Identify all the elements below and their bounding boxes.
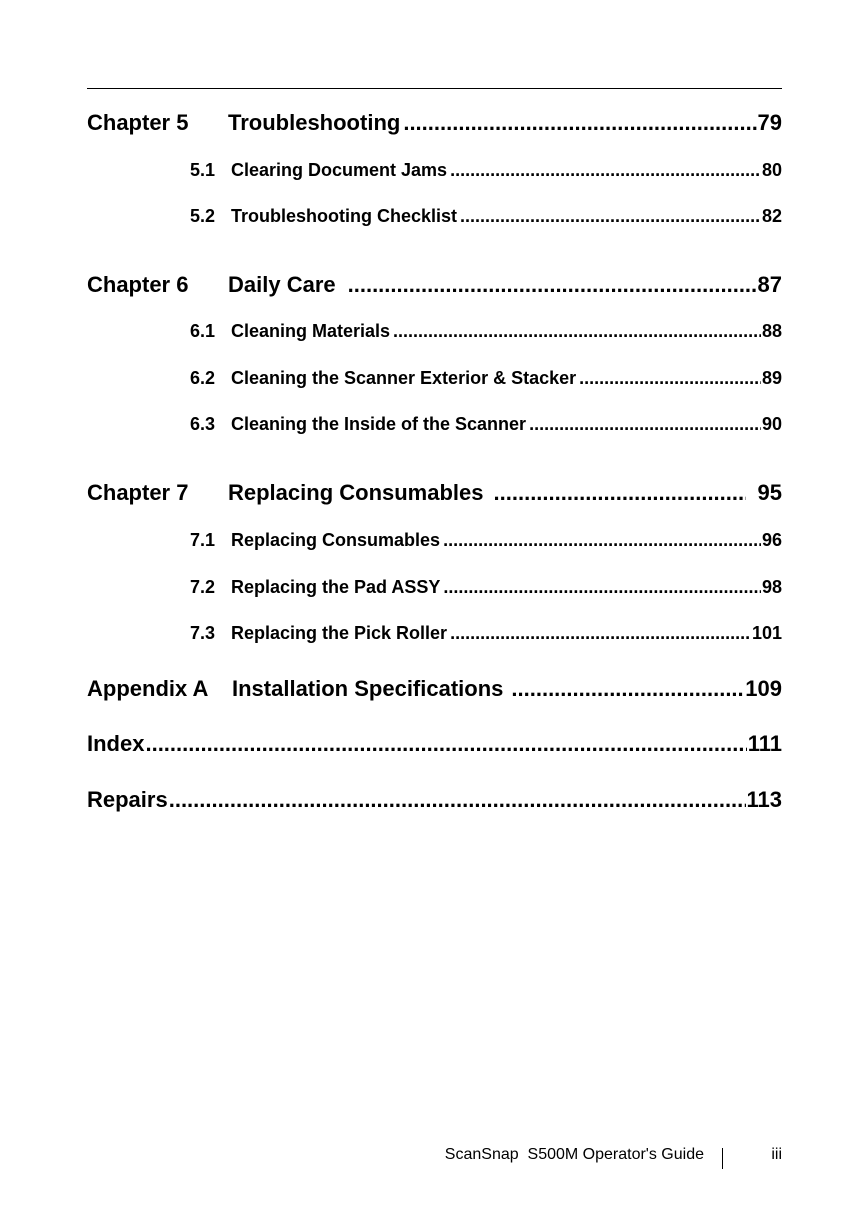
- section-title: Cleaning the Scanner Exterior & Stacker: [231, 368, 577, 388]
- section-page-number: 89: [761, 368, 782, 388]
- toc-section-5-2[interactable]: [0, 206, 782, 227]
- section-title: Replacing the Pick Roller: [231, 623, 448, 643]
- dot-leader: [145, 731, 746, 757]
- dot-leader: [169, 787, 746, 813]
- index-title: Index: [87, 731, 145, 756]
- toc-index[interactable]: [0, 731, 782, 757]
- toc-section-6-1[interactable]: [0, 321, 782, 342]
- dot-leader: [450, 160, 761, 181]
- dot-leader: [450, 623, 751, 644]
- toc-chapter-7[interactable]: [0, 480, 782, 506]
- toc-repairs[interactable]: [0, 787, 782, 813]
- section-page-number: 96: [761, 530, 782, 550]
- chapter-title: Troubleshooting: [228, 110, 401, 135]
- index-page-number: 111: [747, 731, 782, 756]
- toc-appendix-a[interactable]: [0, 676, 782, 702]
- appendix-page-number: 109: [745, 676, 782, 701]
- footer-separator: [722, 1148, 723, 1169]
- section-number: 7.3: [190, 623, 216, 643]
- section-page-number: 90: [761, 414, 782, 434]
- chapter-title: Daily Care: [228, 272, 336, 297]
- section-number: 7.1: [190, 530, 216, 550]
- section-title: Cleaning the Inside of the Scanner: [231, 414, 527, 434]
- toc-section-7-2[interactable]: [0, 577, 782, 598]
- section-page-number: 88: [761, 321, 782, 341]
- section-number: 6.3: [190, 414, 216, 434]
- chapter-page-number: 87: [757, 272, 782, 297]
- chapter-label: Chapter 7: [87, 480, 189, 505]
- toc-chapter-6[interactable]: [0, 272, 782, 298]
- section-title: Troubleshooting Checklist: [231, 206, 458, 226]
- dot-leader: [393, 321, 761, 342]
- chapter-label: Chapter 5: [87, 110, 189, 135]
- page-footer: [0, 1146, 782, 1170]
- section-number: 7.2: [190, 577, 216, 597]
- section-number: 5.2: [190, 206, 216, 226]
- dot-leader: [403, 110, 756, 136]
- dot-leader: [460, 206, 761, 227]
- footer-page-number: iii: [771, 1146, 782, 1163]
- repairs-title: Repairs: [87, 787, 168, 812]
- section-title: Clearing Document Jams: [231, 160, 448, 180]
- chapter-page-number: 79: [757, 110, 782, 135]
- dot-leader: [443, 530, 761, 551]
- section-title: Cleaning Materials: [231, 321, 391, 341]
- section-page-number: 101: [751, 623, 782, 643]
- chapter-page-number: 95: [757, 480, 782, 505]
- dot-leader: [494, 480, 746, 506]
- toc-section-6-2[interactable]: [0, 368, 782, 389]
- appendix-title: Installation Specifications: [232, 676, 504, 701]
- repairs-page-number: 113: [746, 787, 782, 812]
- dot-leader: [579, 368, 761, 389]
- toc-chapter-5[interactable]: [0, 110, 782, 136]
- section-page-number: 98: [761, 577, 782, 597]
- section-number: 6.2: [190, 368, 216, 388]
- section-number: 6.1: [190, 321, 216, 341]
- toc-section-7-3[interactable]: [0, 623, 782, 644]
- dot-leader: [348, 272, 757, 298]
- section-title: Replacing the Pad ASSY: [231, 577, 441, 597]
- toc-section-7-1[interactable]: [0, 530, 782, 551]
- top-rule: [87, 88, 782, 89]
- chapter-title: Replacing Consumables: [228, 480, 484, 505]
- appendix-label: Appendix A: [87, 676, 209, 701]
- toc-section-5-1[interactable]: [0, 160, 782, 181]
- section-title: Replacing Consumables: [231, 530, 441, 550]
- chapter-label: Chapter 6: [87, 272, 189, 297]
- section-number: 5.1: [190, 160, 216, 180]
- footer-guide-title: ScanSnap S500M Operator's Guide: [444, 1146, 704, 1163]
- dot-leader: [529, 414, 761, 435]
- dot-leader: [511, 676, 744, 702]
- dot-leader: [443, 577, 761, 598]
- section-page-number: 82: [761, 206, 782, 226]
- section-page-number: 80: [761, 160, 782, 180]
- toc-section-6-3[interactable]: [0, 414, 782, 435]
